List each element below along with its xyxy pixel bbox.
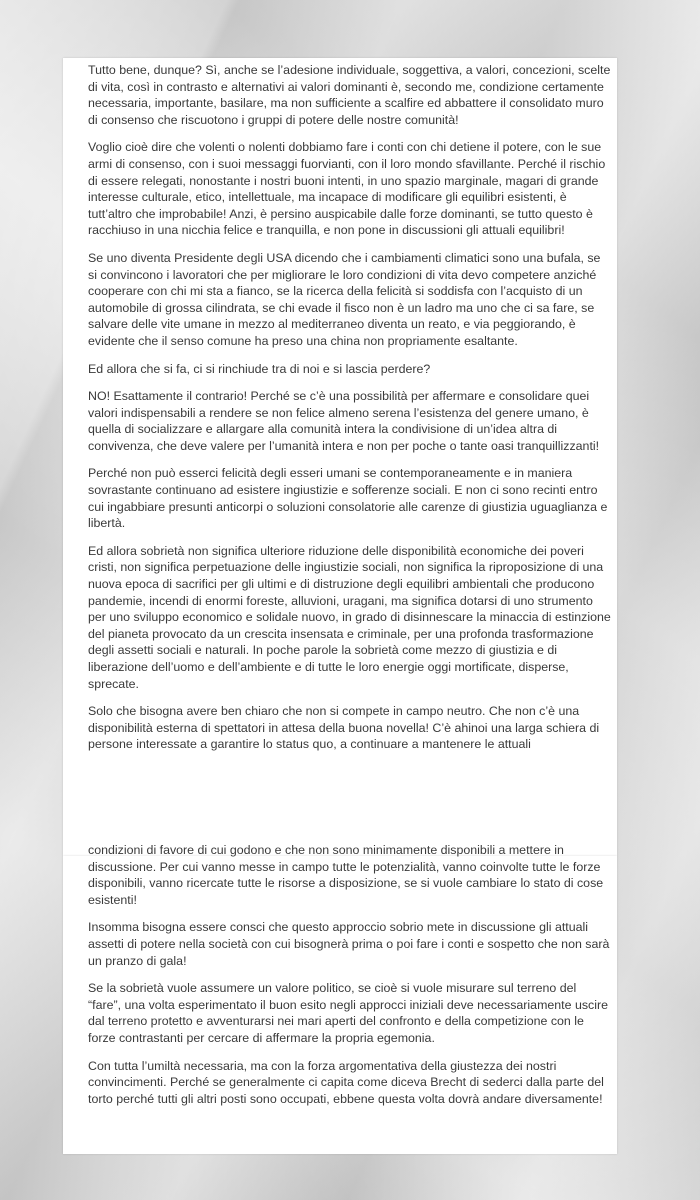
paragraph: Se la sobrietà vuole assumere un valore politico, se cioè si vuole misurare sul terreno del “fare”, una volta esperimentato il buon esito negli approcci iniziali deve necessariamente uscire dal terreno protetto e avventurarsi nei mari aperti del confronto e della competizione con le forze contrastanti per cercare di affermare la propria egemonia. — [88, 981, 608, 1045]
paragraph: Voglio cioè dire che volenti o nolenti dobbiamo fare i conti con chi detiene il potere, con le sue armi di consenso, con i suoi messaggi fuorvianti, con il loro mondo sfavillante. Perché il rischio di essere relegati, nonostante i nostri buoni intenti, in uno spazio marginale, magari di grande interesse culturale, etico, intellettuale, ma incapace di modificare gli equilibri esistenti, è tutt’altro che improbabile! Anzi, è persino auspicabile dalle forze dominanti, se tutto questo è racchiuso in una nicchia felice e tranquilla, e non pone in discussioni gli attuali equilibri! — [88, 140, 606, 238]
paragraph: Solo che bisogna avere ben chiaro che non si compete in campo neutro. Che non c’è una disponibilità esterna di spettatori in attesa della buona novella! C’è ahinoi una larga schiera di persone interessate a garantire lo status quo, a continuare a mantenere le attuali — [88, 704, 600, 752]
paragraph: NO! Esattamente il contrario! Perché se c’è una possibilità per affermare e consolidare quei valori indispensabili a rendere se non felice almeno serena l’esistenza del genere umano, è quella di socializzare e allargare alla comunità intera la condivisione di un’idea altra di convivenza, che deve valere per l’umanità intera e non per poche o tante oasi tranquillizzanti! — [88, 389, 600, 453]
document-page-top — [63, 58, 617, 856]
paragraph: Insomma bisogna essere consci che questo approccio sobrio mete in discussione gli attuali assetti di potere nella società con cui bisognerà prima o poi fare i conti e sospetto che non sarà un pranzo di gala! — [88, 920, 610, 968]
text-column-top — [88, 62, 612, 764]
document-page-bottom — [63, 843, 617, 1154]
paragraph: condizioni di favore di cui godono e che non sono minimamente disponibili a mettere in discussione. Per cui vanno messe in campo tutte le potenzialità, vanno coinvolte tutte le forze disponibili, vanno ricercate tutte le risorse a disposizione, se si vuole cambiare lo stato di cose esistenti! — [88, 843, 604, 907]
paragraph: Tutto bene, dunque? Sì, anche se l’adesione individuale, soggettiva, a valori, concezioni, scelte di vita, così in contrasto e alternativi ai valori dominanti è, secondo me, condizione certamente necessaria, importante, basilare, ma non sufficiente a scalfire ed abbattere il consolidato muro di consenso che riscuotono i gruppi di potere delle nostre comunità! — [88, 63, 611, 127]
paragraph: Ed allora sobrietà non significa ulteriore riduzione delle disponibilità economiche dei poveri cristi, non significa perpetuazione delle ingiustizie sociali, non significa la riproposizione di una nuova epoca di sacrifici per gli ultimi e di distruzione degli equilibri ambientali che producono pandemie, incendi di enormi foreste, alluvioni, uragani, ma significa dotarsi di uno strumento per uno sviluppo economico e solidale nuovo, in grado di disinnescare la minaccia di estinzione del pianeta provocato da un crescita insensata e criminale, per una profonda trasformazione degli assetti sociali e naturali. In poche parole la sobrietà come mezzo di giustizia e di liberazione dell’uomo e dell’ambiente e di tutte le loro energie oggi mortificate, disperse, sprecate. — [88, 543, 611, 691]
paragraph: Perché non può esserci felicità degli esseri umani se contemporaneamente e in maniera sovrastante continuano ad esistere ingiustizie e sofferenze sociali. E non ci sono recinti entro cui ingabbiare presunti anticorpi o soluzioni consolatorie alle carenze di giustizia uguaglianza e libertà. — [88, 466, 608, 531]
text-column-bottom — [88, 842, 612, 1118]
paragraph: Se uno diventa Presidente degli USA dicendo che i cambiamenti climatici sono una bufala, se si convincono i lavoratori che per migliorare le loro condizioni di vita devo competere anziché cooperare con chi mi sta a fianco, se la ricerca della felicità si soddisfa con l’acquisto di un automobile di grossa cilindrata, se chi evade il fisco non è un ladro ma uno che ci sa fare, se salvare delle vite umane in mezzo al mediterraneo diventa un reato, e via peggiorando, è evidente che il senso comune ha preso una china non propriamente esaltante. — [88, 250, 601, 348]
paragraph: Ed allora che si fa, ci si rinchiude tra di noi e si lascia perdere? — [88, 361, 431, 376]
paragraph: Con tutta l’umiltà necessaria, ma con la forza argomentativa della giustezza dei nostri convincimenti. Perché se generalmente ci capita come diceva Brecht di sederci dalla parte del torto perché tutti gli altri posti sono occupati, ebbene questa volta dovrà andare diversamente! — [88, 1058, 604, 1106]
